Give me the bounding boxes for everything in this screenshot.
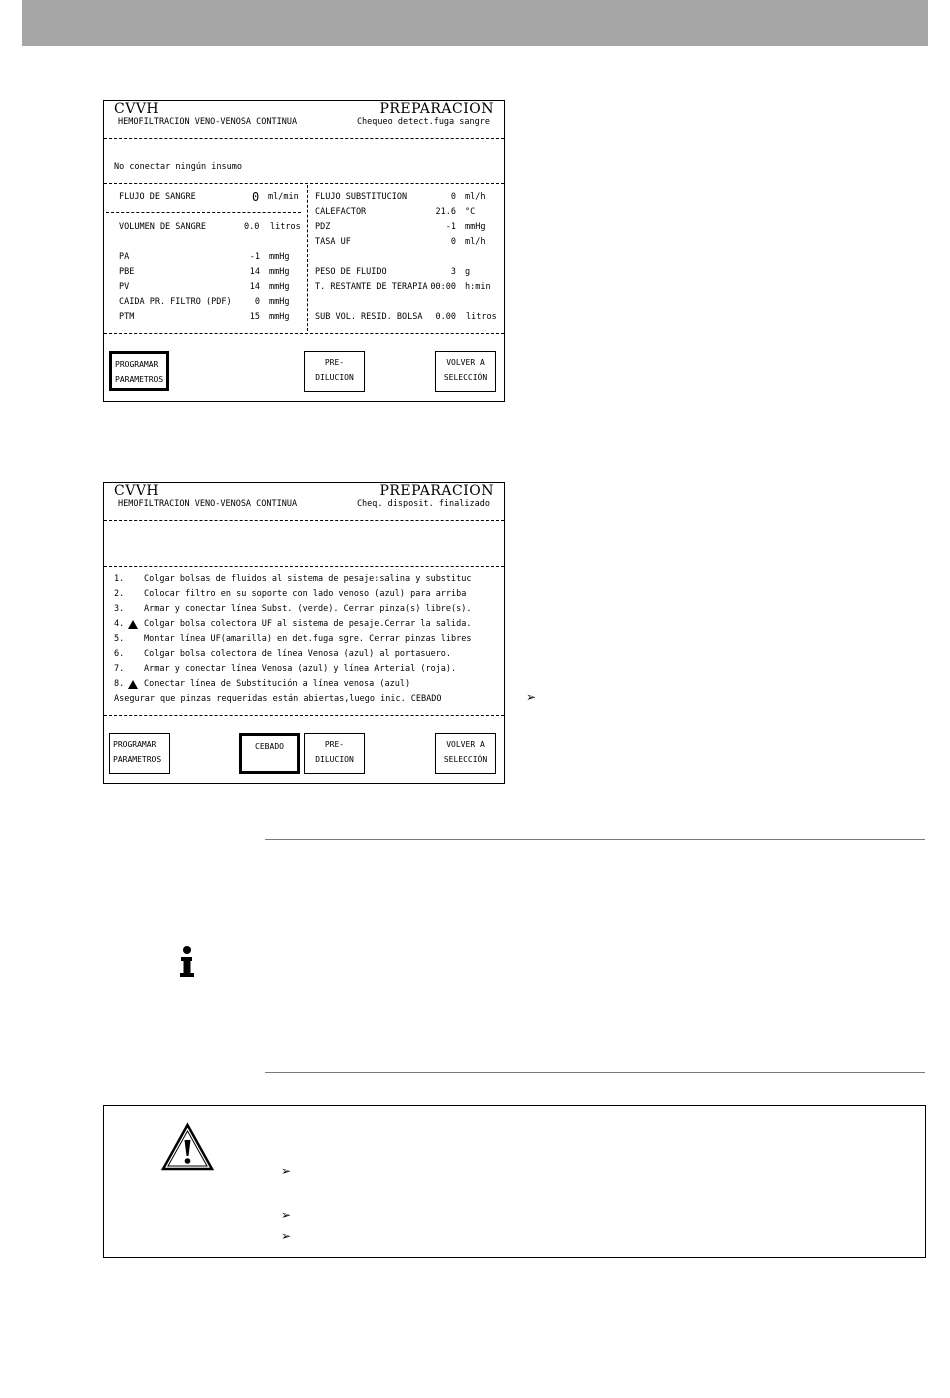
param-label: PA [119,252,130,262]
button-label: SELECCIÓN [443,373,488,382]
step-number: 4. [114,619,125,629]
divider [106,212,301,213]
bullet-arrow-icon: ➢ [526,690,537,704]
step-number: 1. [114,574,125,584]
param-unit: mmHg [269,282,290,292]
column-divider [307,185,308,331]
param-unit: ml/min [268,192,299,202]
screen-status: Chequeo detect.fuga sangre [356,117,490,127]
button-label: PRE- [324,358,345,367]
param-unit: h:min [465,282,491,292]
program-parameters-button[interactable] [109,351,169,391]
param-label: CALEFACTOR [315,207,367,217]
bullet-arrow-icon: ➢ [281,1164,292,1178]
param-label: PBE [119,267,135,277]
param-value: 0 [254,297,260,307]
param-unit: mmHg [269,252,290,262]
param-unit: °C [465,207,476,217]
warning-triangle-icon [160,1122,215,1172]
param-unit: mmHg [465,222,486,232]
param-label: SUB VOL. RESID. BOLSA [315,312,423,322]
step-number: 8. [114,679,125,689]
param-value: 14 [249,282,260,292]
step-text: Colgar bolsa colectora UF al sistema de pesaje.Cerrar la salida. [144,619,472,629]
param-label: FLUJO DE SANGRE [119,192,196,202]
param-unit: mmHg [269,312,290,322]
button-label: SELECCIÓN [443,755,488,764]
button-label: PROGRAMAR [115,360,159,369]
param-value: 00:00 [430,282,456,292]
warning-icon [128,680,138,689]
divider [104,333,504,334]
divider [104,520,504,521]
step-text: Colgar bolsas de fluidos al sistema de pesaje:salina y substituc [144,574,472,584]
back-to-selection-button[interactable] [435,351,496,392]
param-label: PV [119,282,130,292]
program-parameters-button[interactable] [109,733,170,774]
param-value: -1 [445,222,456,232]
predilution-button[interactable] [304,733,365,774]
button-label: PROGRAMAR [113,740,157,749]
screen-subtitle: HEMOFILTRACION VENO-VENOSA CONTINUA [118,499,298,509]
header-bar [22,0,928,46]
divider [104,183,504,184]
step-number: 6. [114,649,125,659]
screen-blood-leak-check [103,100,505,402]
final-instruction: Asegurar que pinzas requeridas están abiertas,luego inic. CEBADO [114,694,442,704]
step-number: 2. [114,589,125,599]
param-value: 0 [450,237,456,247]
param-unit: mmHg [269,297,290,307]
param-value: 15 [249,312,260,322]
param-unit: litros [270,222,301,232]
screen-mode: PREPARACION [379,101,494,117]
param-value: 3 [450,267,456,277]
warning-box [103,1105,926,1258]
param-unit: ml/h [465,192,486,202]
param-value: 14 [249,267,260,277]
predilution-button[interactable] [304,351,365,392]
param-unit: g [465,267,471,277]
button-label: VOLVER A [446,740,485,749]
param-value: 0.0 [244,222,260,232]
screen-status: Cheq. disposit. finalizado [356,499,490,509]
warning-icon [128,620,138,629]
param-label: PESO DE FLUIDO [315,267,387,277]
param-label: FLUJO SUBSTITUCION [315,192,408,202]
param-value: 0 [450,192,456,202]
step-text: Montar línea UF(amarilla) en det.fuga sgre. Cerrar pinzas libres [144,634,472,644]
section-rule [265,839,925,840]
button-label: PRE- [324,740,345,749]
param-value: 0.00 [435,312,456,322]
param-value: 0 [252,190,260,204]
button-label: PARAMETROS [113,755,162,764]
screen-device-check-done [103,482,505,784]
screen-title: CVVH [114,101,160,117]
step-text: Colgar bolsa colectora de línea Venosa (azul) al portasuero. [144,649,452,659]
param-unit: litros [466,312,497,322]
button-label: DILUCION [315,755,354,764]
section-rule [265,1072,925,1073]
param-label: PTM [119,312,135,322]
button-label: PARAMETROS [115,375,164,384]
step-text: Armar y conectar línea Venosa (azul) y línea Arterial (roja). [144,664,457,674]
param-label: CAIDA PR. FILTRO (PDF) [119,297,232,307]
bullet-arrow-icon: ➢ [281,1229,292,1243]
button-label: VOLVER A [446,358,485,367]
prime-button[interactable] [239,733,300,774]
param-value: 21.6 [435,207,456,217]
step-text: Armar y conectar línea Subst. (verde). Cerrar pinza(s) libre(s). [144,604,472,614]
info-icon [172,945,202,979]
divider [104,566,504,567]
param-unit: ml/h [465,237,486,247]
param-label: PDZ [315,222,331,232]
param-value: -1 [249,252,260,262]
screen-title: CVVH [114,483,160,499]
step-text: Conectar línea de Substitución a línea venosa (azul) [144,679,411,689]
screen-message: No conectar ningún insumo [114,162,242,172]
bullet-arrow-icon: ➢ [281,1208,292,1222]
param-label: VOLUMEN DE SANGRE [119,222,206,232]
step-number: 5. [114,634,125,644]
step-number: 7. [114,664,125,674]
param-unit: mmHg [269,267,290,277]
divider [104,138,504,139]
screen-mode: PREPARACION [379,483,494,499]
step-number: 3. [114,604,125,614]
screen-subtitle: HEMOFILTRACION VENO-VENOSA CONTINUA [118,117,298,127]
param-label: T. RESTANTE DE TERAPIA [315,282,428,292]
button-label: CEBADO [255,742,284,751]
divider [104,715,504,716]
step-text: Colocar filtro en su soporte con lado venoso (azul) para arriba [144,589,467,599]
param-label: TASA UF [315,237,351,247]
back-to-selection-button[interactable] [435,733,496,774]
button-label: DILUCION [315,373,354,382]
